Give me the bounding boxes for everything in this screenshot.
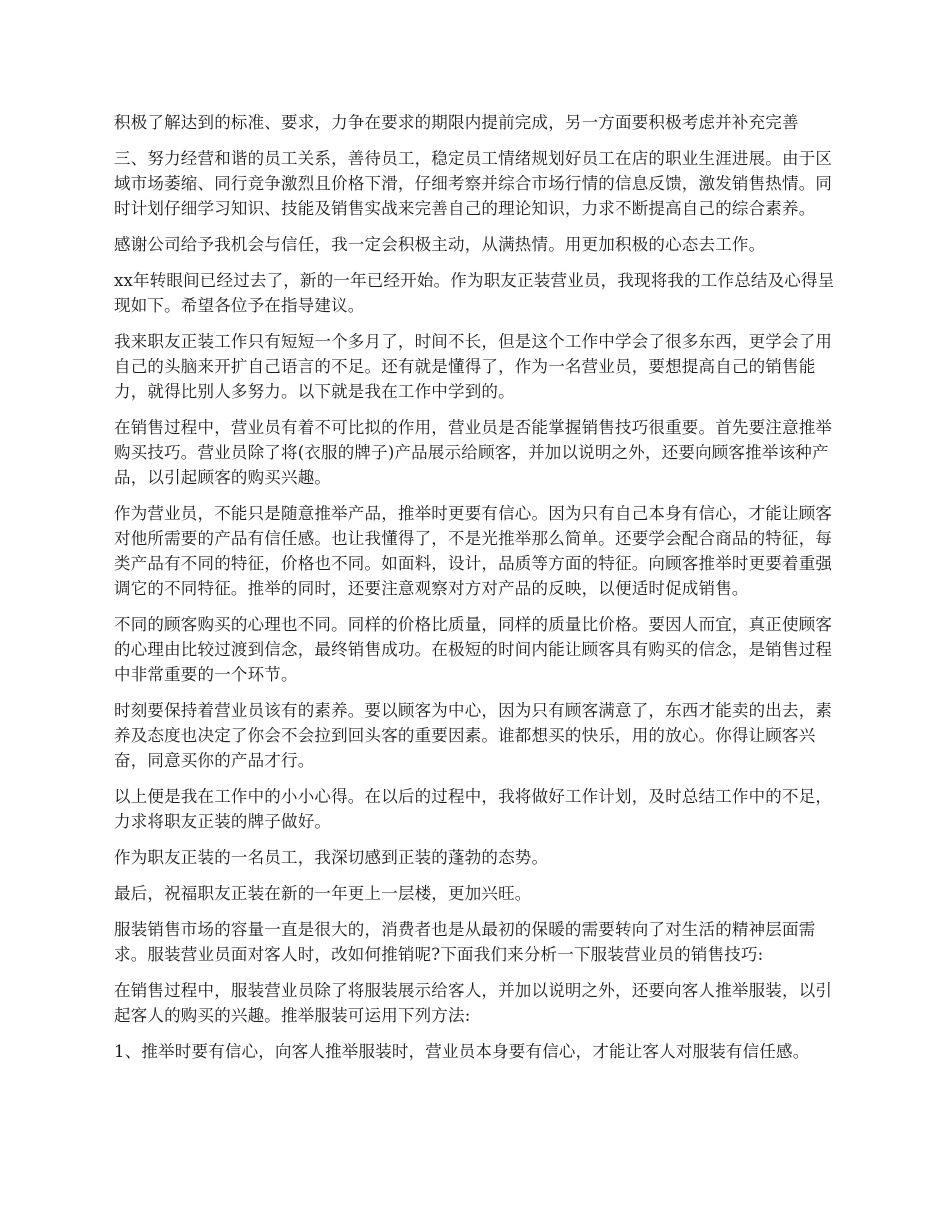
paragraph: xx年转眼间已经过去了，新的一年已经开始。作为职友正装营业员，我现将我的工作总结及心得呈现如下。希望各位予在指导建议。 <box>114 271 835 315</box>
paragraph: 以上便是我在工作中的小小心得。在以后的过程中，我将做好工作计划，及时总结工作中的不足，力求将职友正装的牌子做好。 <box>114 787 833 831</box>
paragraph: 在销售过程中，营业员有着不可比拟的作用，营业员是否能掌握销售技巧很重要。首先要注意推举购买技巧。营业员除了将(衣服的牌子)产品展示给顾客，并加以说明之外，还要向顾客推举该种产品，以引起顾客的购买兴趣。 <box>114 418 833 487</box>
paragraph: 积极了解达到的标准、要求，力争在要求的期限内提前完成，另一方面要积极考虑并补充完善 <box>114 113 799 132</box>
paragraph: 不同的顾客购买的心理也不同。同样的价格比质量，同样的质量比价格。要因人而宜，真正使顾客的心理由比较过渡到信念，最终销售成功。在极短的时间内能让顾客具有购买的信念，是销售过程中非常重要的一个环节。 <box>114 615 833 684</box>
paragraph: 时刻要保持着营业员该有的素养。要以顾客为中心，因为只有顾客满意了，东西才能卖的出去，素养及态度也决定了你会不会拉到回头客的重要因素。谁都想买的快乐，用的放心。你得让顾客兴奋，同意买你的产品才行。 <box>114 701 833 770</box>
paragraph: 最后，祝福职友正装在新的一年更上一层楼，更加兴旺。 <box>114 884 532 903</box>
paragraph: 三、努力经营和谐的员工关系，善待员工，稳定员工情绪规划好员工在店的职业生涯进展。由于区域市场萎缩、同行竞争激烈且价格下滑，仔细考察并综合市场行情的信息反馈，激发销售热情。同时计划仔细学习知识、技能及销售实战来完善自己的理论知识，力求不断提高自己的综合素养。 <box>114 149 833 218</box>
paragraph: 在销售过程中，服装营业员除了将服装展示给客人，并加以说明之外，还要向客人推举服装，以引起客人的购买的兴趣。推举服装可运用下列方法: <box>114 981 833 1025</box>
paragraph: 服装销售市场的容量一直是很大的，消费者也是从最初的保暖的需要转向了对生活的精神层面需求。服装营业员面对客人时，改如何推销呢?下面我们来分析一下服装营业员的销售技巧: <box>114 920 816 964</box>
paragraph: 我来职友正装工作只有短短一个多月了，时间不长，但是这个工作中学会了很多东西，更学会了用自己的头脑来开扩自己语言的不足。还有就是懂得了，作为一名营业员，要想提高自己的销售能力，就得比别人多努力。以下就是我在工作中学到的。 <box>114 332 833 401</box>
paragraph: 感谢公司给予我机会与信任，我一定会积极主动，从满热情。用更加积极的心态去工作。 <box>114 235 766 254</box>
paragraph: 作为营业员，不能只是随意推举产品，推举时更要有信心。因为只有自己本身有信心，才能让顾客对他所需要的产品有信任感。也让我懂得了，不是光推举那么简单。还要学会配合商品的特征，每类产品有不同的特征，价格也不同。如面料，设计，品质等方面的特征。向顾客推举时更要着重强调它的不同特征。推举的同时，还要注意观察对方对产品的反映，以便适时促成销售。 <box>114 504 833 598</box>
paragraph: 1、推举时要有信心，向客人推举服装时，营业员本身要有信心，才能让客人对服装有信任感。 <box>114 1042 810 1061</box>
paragraph: 作为职友正装的一名员工，我深切感到正装的蓬勃的态势。 <box>114 848 549 867</box>
document-body <box>114 110 842 1075</box>
